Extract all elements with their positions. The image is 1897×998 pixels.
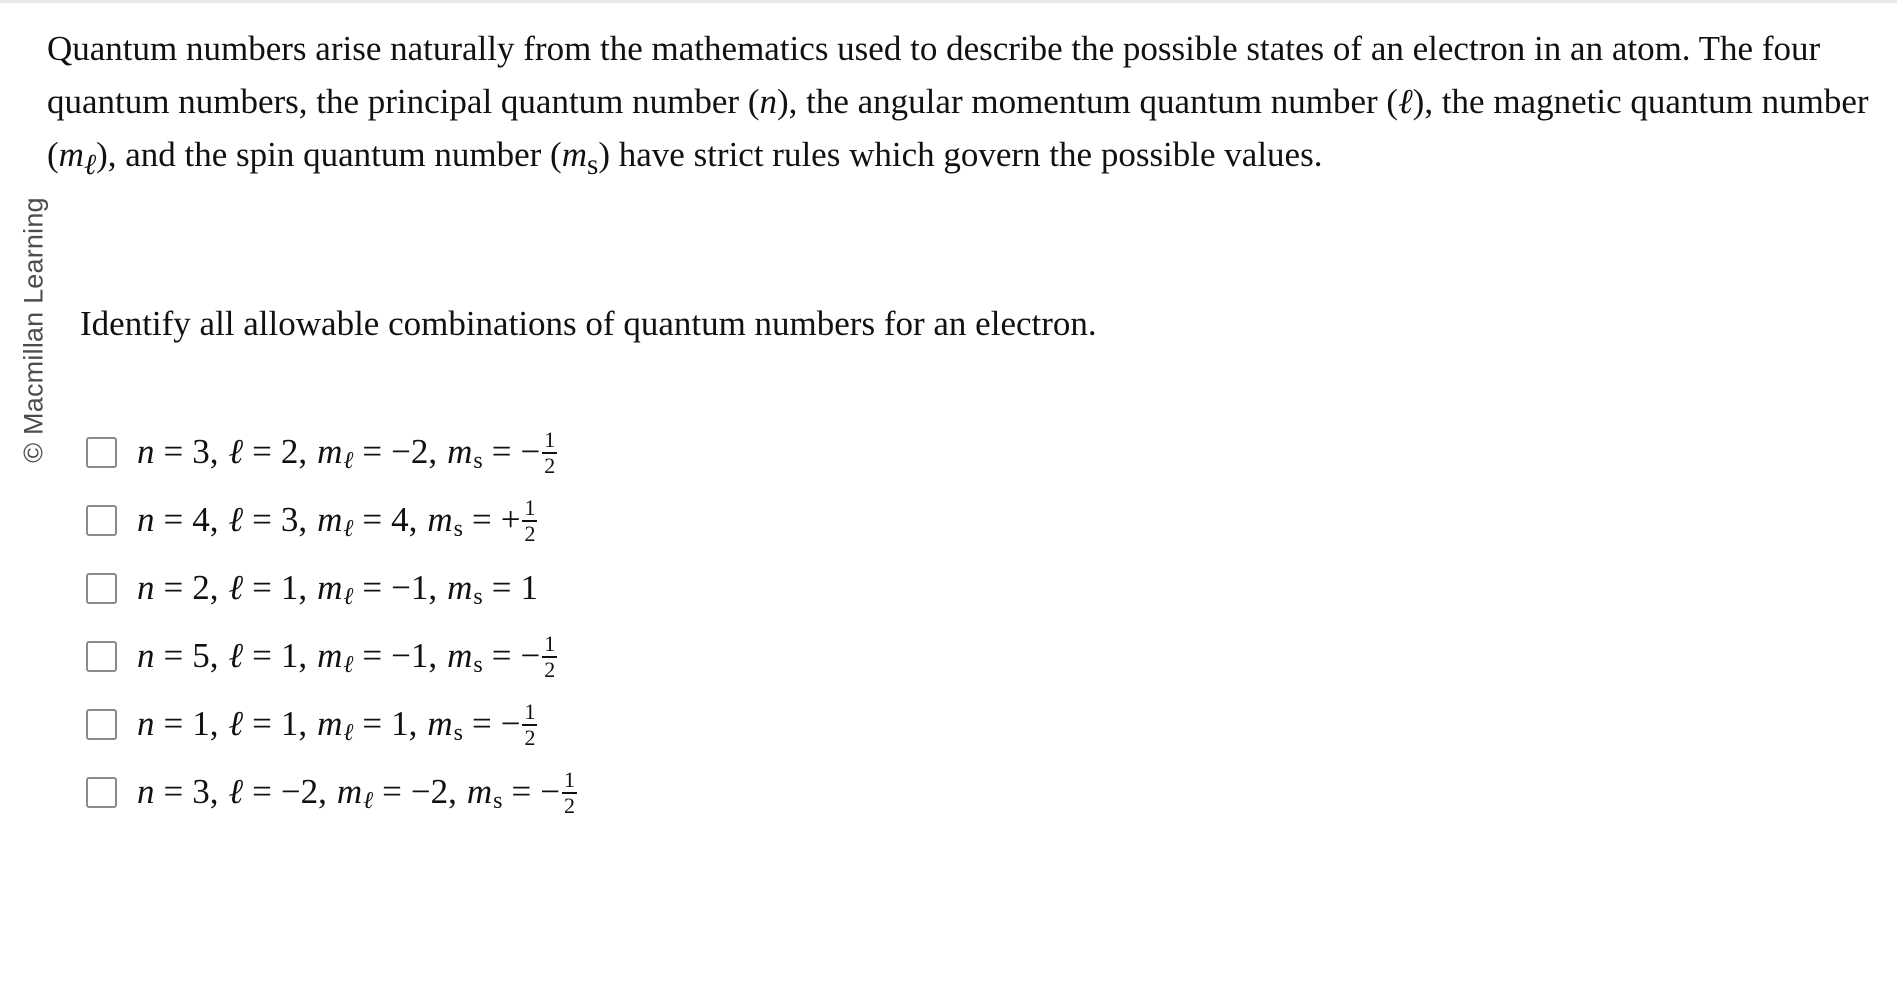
value-ml: −1 <box>391 568 429 607</box>
symbol-m: m <box>447 636 473 675</box>
equals-sign: = <box>362 500 383 539</box>
intro-text: ) have strict rules which govern the possible values. <box>598 135 1323 174</box>
symbol-m: m <box>336 772 363 811</box>
comma: , <box>298 568 308 607</box>
fraction-numerator: 1 <box>524 699 536 724</box>
symbol-l: ℓ <box>228 772 244 811</box>
comma: , <box>428 568 438 607</box>
fraction-denominator: 2 <box>544 657 556 682</box>
symbol-l: ℓ <box>228 568 244 607</box>
option-expression <box>137 768 577 816</box>
value-ms-sign: − <box>500 704 521 743</box>
symbol-m: m <box>317 500 343 539</box>
value-l: −2 <box>280 772 319 811</box>
symbol-m: m <box>317 432 343 471</box>
value-ml: −1 <box>391 636 429 675</box>
value-ms-sign: − <box>520 432 541 471</box>
option-expression <box>137 632 557 680</box>
symbol-s-subscript: s <box>586 149 599 181</box>
symbol-m: m <box>561 135 587 174</box>
fraction-denominator: 2 <box>524 725 536 750</box>
value-n: 1 <box>192 704 210 743</box>
comma: , <box>428 636 438 675</box>
equals-sign: = <box>252 432 272 471</box>
value-n: 4 <box>192 500 210 539</box>
comma: , <box>298 704 308 743</box>
value-ms-sign: − <box>540 772 560 811</box>
symbol-n: n <box>137 568 155 607</box>
symbol-l: ℓ <box>228 704 244 743</box>
comma: , <box>408 500 418 539</box>
equals-sign: = <box>252 636 272 675</box>
equals-sign: = <box>511 772 532 811</box>
symbol-l-subscript: ℓ <box>83 149 97 181</box>
value-l: 1 <box>280 636 299 675</box>
fraction-denominator: 2 <box>563 793 575 818</box>
option-checkbox[interactable] <box>86 437 117 468</box>
symbol-s-subscript: s <box>473 447 483 474</box>
value-n: 2 <box>192 568 210 607</box>
option-checkbox[interactable] <box>86 505 117 536</box>
comma: , <box>408 704 418 743</box>
value-ml: −2 <box>391 432 429 471</box>
symbol-s-subscript: s <box>473 651 483 678</box>
symbol-l: ℓ <box>228 500 244 539</box>
comma: , <box>298 500 308 539</box>
symbol-m: m <box>427 704 453 743</box>
option-expression <box>137 428 557 476</box>
equals-sign: = <box>471 500 492 539</box>
symbol-m: m <box>427 500 453 539</box>
answer-option[interactable] <box>86 554 577 622</box>
answer-option[interactable] <box>86 622 577 690</box>
value-l: 2 <box>280 432 299 471</box>
symbol-m: m <box>447 568 473 607</box>
equals-sign: = <box>163 704 184 743</box>
equals-sign: = <box>362 568 383 607</box>
comma: , <box>209 772 219 811</box>
symbol-m: m <box>317 568 343 607</box>
symbol-m: m <box>317 704 343 743</box>
equals-sign: = <box>252 704 272 743</box>
symbol-s-subscript: s <box>493 787 503 814</box>
copyright-watermark: © Macmillan Learning <box>18 197 49 463</box>
intro-text: ), and the spin quantum number ( <box>96 135 562 174</box>
option-checkbox[interactable] <box>86 641 117 672</box>
option-checkbox[interactable] <box>86 573 117 604</box>
option-checkbox[interactable] <box>86 777 117 808</box>
equals-sign: = <box>252 500 272 539</box>
symbol-n: n <box>137 704 155 743</box>
value-ms-fraction <box>542 633 557 681</box>
comma: , <box>318 772 327 811</box>
equals-sign: = <box>163 568 184 607</box>
equals-sign: = <box>252 772 272 811</box>
fraction-numerator: 1 <box>544 427 556 452</box>
option-expression <box>137 496 537 544</box>
fraction-numerator: 1 <box>544 631 556 656</box>
fraction-denominator: 2 <box>524 521 536 546</box>
symbol-m: m <box>447 432 473 471</box>
symbol-n: n <box>137 432 155 471</box>
symbol-l: ℓ <box>228 636 244 675</box>
equals-sign: = <box>491 432 512 471</box>
symbol-n: n <box>137 636 155 675</box>
value-ms-fraction <box>522 701 537 749</box>
value-ml: 1 <box>391 704 409 743</box>
value-l: 3 <box>280 500 299 539</box>
symbol-l: ℓ <box>228 432 244 471</box>
symbol-n: n <box>759 82 777 121</box>
equals-sign: = <box>362 432 383 471</box>
equals-sign: = <box>491 568 512 607</box>
option-expression <box>137 700 537 748</box>
symbol-n: n <box>137 772 155 811</box>
comma: , <box>428 432 438 471</box>
value-ms-whole: 1 <box>520 568 538 607</box>
answer-option[interactable] <box>86 418 577 486</box>
equals-sign: = <box>252 568 272 607</box>
intro-text: ), the magnetic quantum number ( <box>47 82 1869 174</box>
comma: , <box>209 432 219 471</box>
question-prompt: Identify all allowable combinations of quantum numbers for an electron. <box>80 304 1097 343</box>
comma: , <box>209 500 219 539</box>
symbol-n: n <box>137 500 155 539</box>
equals-sign: = <box>382 772 402 811</box>
equals-sign: = <box>163 500 184 539</box>
answer-options <box>86 418 577 826</box>
intro-text: ), the angular momentum quantum number ( <box>776 82 1399 121</box>
value-ms-fraction <box>562 769 577 817</box>
value-ml: 4 <box>391 500 409 539</box>
answer-option[interactable] <box>86 758 577 826</box>
symbol-s-subscript: s <box>453 515 463 542</box>
symbol-m: m <box>317 636 343 675</box>
symbol-l-subscript: ℓ <box>343 447 354 474</box>
symbol-l: ℓ <box>1398 82 1413 121</box>
equals-sign: = <box>471 704 492 743</box>
comma: , <box>298 636 308 675</box>
option-checkbox[interactable] <box>86 709 117 740</box>
value-n: 3 <box>192 772 210 811</box>
symbol-s-subscript: s <box>453 719 463 746</box>
fraction-numerator: 1 <box>563 767 575 792</box>
equals-sign: = <box>163 636 184 675</box>
value-ms-sign: + <box>500 500 521 539</box>
answer-option[interactable] <box>86 690 577 758</box>
value-ms-fraction <box>522 497 537 545</box>
symbol-l-subscript: ℓ <box>343 719 354 746</box>
option-expression <box>137 568 538 608</box>
value-ms-sign: − <box>520 636 541 675</box>
symbol-l-subscript: ℓ <box>343 515 354 542</box>
equals-sign: = <box>362 636 383 675</box>
equals-sign: = <box>163 772 184 811</box>
value-l: 1 <box>280 704 299 743</box>
symbol-s-subscript: s <box>473 583 483 610</box>
comma: , <box>448 772 457 811</box>
value-ml: −2 <box>410 772 449 811</box>
equals-sign: = <box>362 704 383 743</box>
equals-sign: = <box>491 636 512 675</box>
value-l: 1 <box>280 568 299 607</box>
comma: , <box>209 636 219 675</box>
symbol-l-subscript: ℓ <box>363 787 374 814</box>
answer-option[interactable] <box>86 486 577 554</box>
comma: , <box>298 432 308 471</box>
intro-text: Quantum numbers arise naturally from the mathematics used to describe the possible states of an electron in an atom. The four quantum numbers, the principal quantum number ( <box>47 29 1821 121</box>
fraction-numerator: 1 <box>524 495 536 520</box>
value-n: 3 <box>192 432 210 471</box>
fraction-denominator: 2 <box>544 453 556 478</box>
symbol-m: m <box>466 772 493 811</box>
symbol-m: m <box>58 135 84 174</box>
comma: , <box>209 704 219 743</box>
comma: , <box>209 568 219 607</box>
equals-sign: = <box>163 432 184 471</box>
value-ms-fraction <box>542 429 557 477</box>
symbol-l-subscript: ℓ <box>343 583 354 610</box>
symbol-l-subscript: ℓ <box>343 651 354 678</box>
intro-paragraph <box>47 22 1887 192</box>
value-n: 5 <box>192 636 210 675</box>
top-divider <box>0 0 1897 3</box>
